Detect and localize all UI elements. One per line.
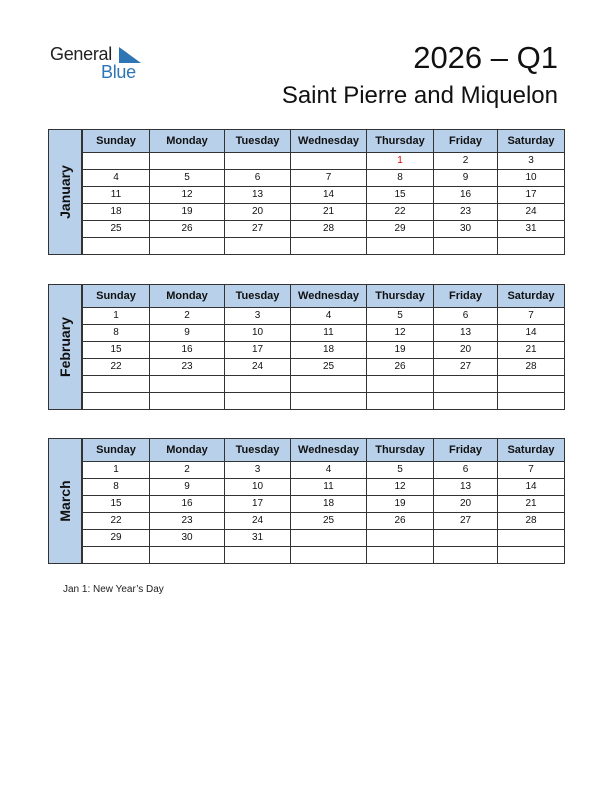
day-cell: 6 [434,308,498,325]
day-cell [83,153,150,170]
weekday-header: Sunday [83,439,150,462]
day-cell: 10 [498,170,565,187]
day-cell: 27 [225,221,291,238]
day-cell [291,376,367,393]
day-cell: 4 [291,308,367,325]
day-cell: 21 [291,204,367,221]
day-cell: 12 [367,325,434,342]
week-row [83,359,565,376]
day-cell: 19 [367,496,434,513]
day-cell: 2 [434,153,498,170]
week-row [83,393,565,410]
day-cell [498,393,565,410]
day-cell: 6 [434,462,498,479]
day-cell: 13 [434,325,498,342]
day-cell [291,530,367,547]
day-cell [367,238,434,255]
month-label-panel [48,438,82,564]
day-cell: 16 [150,496,225,513]
weekday-header: Sunday [83,130,150,153]
day-cell: 14 [498,325,565,342]
day-cell: 26 [367,359,434,376]
day-cell: 29 [83,530,150,547]
month-block-february [48,284,564,410]
day-cell: 28 [498,513,565,530]
day-cell [150,393,225,410]
day-cell: 11 [291,325,367,342]
logo-text-blue: Blue [101,62,136,82]
day-cell [225,153,291,170]
day-cell: 13 [225,187,291,204]
day-cell: 9 [150,479,225,496]
logo-text-general: General [50,44,112,64]
day-cell: 12 [150,187,225,204]
day-cell [291,238,367,255]
day-cell: 19 [367,342,434,359]
day-cell: 2 [150,308,225,325]
day-cell: 15 [83,496,150,513]
weekday-header: Tuesday [225,130,291,153]
weekday-header: Friday [434,285,498,308]
day-cell: 28 [498,359,565,376]
day-cell: 14 [498,479,565,496]
day-cell [291,393,367,410]
day-cell: 3 [225,308,291,325]
month-calendar-table [82,129,565,255]
day-cell: 14 [291,187,367,204]
day-cell: 18 [83,204,150,221]
day-cell: 9 [150,325,225,342]
generalblue-logo [50,44,150,84]
day-cell: 5 [367,462,434,479]
day-cell: 10 [225,325,291,342]
day-cell: 20 [225,204,291,221]
day-cell [498,376,565,393]
day-cell: 1 [83,462,150,479]
weekday-header: Tuesday [225,439,291,462]
week-row [83,462,565,479]
month-block-january [48,129,564,255]
weekday-header: Saturday [498,285,565,308]
day-cell: 4 [83,170,150,187]
week-row [83,496,565,513]
day-cell: 22 [83,359,150,376]
weekday-header-row [83,130,565,153]
day-cell: 5 [150,170,225,187]
week-row [83,547,565,564]
day-cell: 22 [367,204,434,221]
day-cell [83,393,150,410]
day-cell: 25 [291,513,367,530]
day-cell: 31 [498,221,565,238]
week-row [83,530,565,547]
day-cell: 21 [498,496,565,513]
day-cell [225,238,291,255]
month-block-march [48,438,564,564]
week-row [83,479,565,496]
weekday-header: Wednesday [291,285,367,308]
day-cell: 1 [367,153,434,170]
weekday-header: Friday [434,439,498,462]
day-cell: 31 [225,530,291,547]
day-cell: 15 [83,342,150,359]
day-cell [150,238,225,255]
day-cell: 16 [434,187,498,204]
day-cell: 3 [498,153,565,170]
day-cell: 15 [367,187,434,204]
day-cell [367,376,434,393]
month-label-panel [48,129,82,255]
day-cell [434,393,498,410]
day-cell [367,547,434,564]
week-row [83,204,565,221]
day-cell: 17 [225,496,291,513]
day-cell: 23 [434,204,498,221]
weekday-header: Thursday [367,285,434,308]
weekday-header: Wednesday [291,439,367,462]
day-cell: 18 [291,496,367,513]
week-row [83,221,565,238]
weekday-header: Saturday [498,439,565,462]
weekday-header: Saturday [498,130,565,153]
day-cell [150,376,225,393]
day-cell [434,547,498,564]
month-calendar-table [82,438,565,564]
day-cell [434,530,498,547]
week-row [83,170,565,187]
week-row [83,342,565,359]
week-row [83,513,565,530]
day-cell: 25 [291,359,367,376]
day-cell: 10 [225,479,291,496]
day-cell [225,547,291,564]
weekday-header: Friday [434,130,498,153]
week-row [83,376,565,393]
day-cell: 23 [150,513,225,530]
day-cell: 5 [367,308,434,325]
day-cell: 12 [367,479,434,496]
day-cell [291,153,367,170]
day-cell: 17 [225,342,291,359]
day-cell: 8 [367,170,434,187]
month-label-panel [48,284,82,410]
day-cell: 30 [434,221,498,238]
day-cell: 22 [83,513,150,530]
month-name: January [57,165,73,219]
day-cell [367,530,434,547]
day-cell [83,238,150,255]
weekday-header: Tuesday [225,285,291,308]
day-cell: 21 [498,342,565,359]
weekday-header: Wednesday [291,130,367,153]
day-cell: 9 [434,170,498,187]
day-cell: 17 [498,187,565,204]
day-cell [83,376,150,393]
page-title: 2026 – Q1 [413,40,558,75]
day-cell [225,376,291,393]
weekday-header-row [83,285,565,308]
day-cell: 29 [367,221,434,238]
day-cell: 20 [434,496,498,513]
weekday-header: Thursday [367,439,434,462]
day-cell: 7 [498,308,565,325]
month-name: February [57,317,73,377]
day-cell: 28 [291,221,367,238]
week-row [83,238,565,255]
day-cell: 11 [291,479,367,496]
weekday-header-row [83,439,565,462]
day-cell: 19 [150,204,225,221]
day-cell: 16 [150,342,225,359]
page-subtitle: Saint Pierre and Miquelon [281,82,558,109]
day-cell: 7 [498,462,565,479]
day-cell: 3 [225,462,291,479]
day-cell: 20 [434,342,498,359]
day-cell [367,393,434,410]
day-cell: 18 [291,342,367,359]
day-cell: 25 [83,221,150,238]
day-cell: 24 [498,204,565,221]
month-calendar-table [82,284,565,410]
day-cell [498,238,565,255]
weekday-header: Thursday [367,130,434,153]
day-cell: 24 [225,359,291,376]
day-cell: 1 [83,308,150,325]
day-cell: 27 [434,359,498,376]
day-cell [498,530,565,547]
day-cell: 8 [83,479,150,496]
day-cell [434,376,498,393]
day-cell: 2 [150,462,225,479]
day-cell: 7 [291,170,367,187]
day-cell: 24 [225,513,291,530]
day-cell: 27 [434,513,498,530]
day-cell [225,393,291,410]
weekday-header: Monday [150,130,225,153]
day-cell: 30 [150,530,225,547]
day-cell: 26 [367,513,434,530]
week-row [83,325,565,342]
month-name: March [57,480,73,522]
day-cell [150,153,225,170]
day-cell [434,238,498,255]
day-cell: 23 [150,359,225,376]
day-cell: 11 [83,187,150,204]
logo-triangle-icon [119,47,141,63]
day-cell [150,547,225,564]
day-cell: 8 [83,325,150,342]
day-cell: 4 [291,462,367,479]
weekday-header: Sunday [83,285,150,308]
day-cell: 26 [150,221,225,238]
week-row [83,187,565,204]
week-row [83,308,565,325]
day-cell [83,547,150,564]
day-cell [498,547,565,564]
weekday-header: Monday [150,439,225,462]
day-cell: 13 [434,479,498,496]
weekday-header: Monday [150,285,225,308]
day-cell [291,547,367,564]
day-cell: 6 [225,170,291,187]
holiday-note: Jan 1: New Year’s Day [63,584,164,595]
week-row [83,153,565,170]
